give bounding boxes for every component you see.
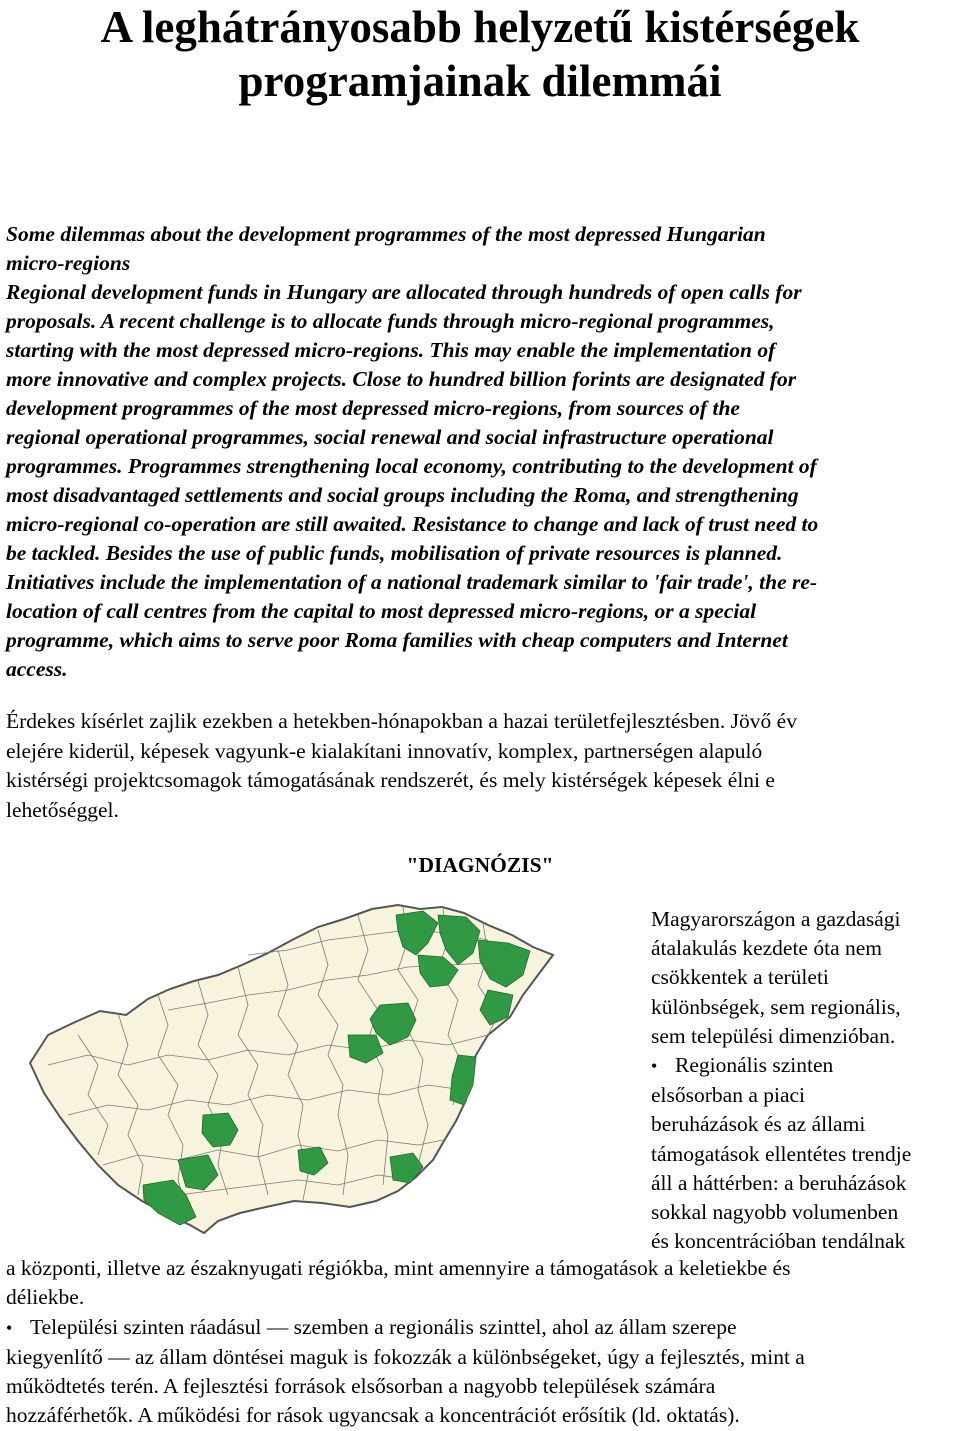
- side-bullet-line: Regionális szinten: [675, 1053, 834, 1078]
- side-line: átalakulás kezdete óta nem: [651, 936, 883, 961]
- abstract-line: Initiatives include the implementation of a national trademark similar to 'fair trade', the re-: [6, 570, 818, 594]
- abstract-line: be tackled. Besides the use of public funds, mobilisation of private resources is planned.: [6, 541, 783, 565]
- intro-line: lehetőséggel.: [6, 797, 119, 822]
- abstract-line: Some dilemmas about the development programmes of the most depressed Hungarian: [6, 222, 766, 246]
- side-line: különbségek, sem regionális,: [651, 994, 901, 1019]
- hungarian-intro-paragraph: [6, 707, 956, 825]
- title-line-2: programjainak dilemmái: [238, 56, 722, 106]
- side-bullet-line: beruházások és az állami: [651, 1112, 866, 1137]
- abstract-line: starting with the most depressed micro-regions. This may enable the implementation of: [6, 338, 776, 362]
- abstract-line: most disadvantaged settlements and social groups including the Roma, and strengthening: [6, 483, 799, 507]
- abstract-line: proposals. A recent challenge is to allocate funds through micro-regional programmes,: [6, 309, 775, 333]
- bottom-bullet-line: Települési szinten ráadásul — szemben a regionális szinttel, ahol az állam szerepe: [30, 1314, 737, 1339]
- side-bullet-line: áll a háttérben: a beruházások: [651, 1170, 907, 1195]
- intro-line: kistérségi projektcsomagok támogatásának rendszerét, és mely kistérségek képesek élni e: [6, 768, 775, 792]
- bottom-text: [6, 1254, 956, 1431]
- bottom-bullet-line: működtetés terén. A fejlesztési források elsősorban a nagyobb települések számára: [6, 1374, 716, 1399]
- side-bullet-line: sokkal nagyobb volumenben: [651, 1200, 899, 1225]
- hungary-microregions-map: [18, 895, 563, 1245]
- side-line: sem települési dimenzióban.: [651, 1023, 896, 1048]
- page-title: [0, 0, 960, 108]
- abstract-line: Regional development funds in Hungary are allocated through hundreds of open calls for: [6, 280, 802, 304]
- bottom-bullet-first-line: [6, 1313, 956, 1343]
- bottom-line: déliekbe.: [6, 1285, 85, 1310]
- intro-line: elejére kiderül, képesek vagyunk-e kialakítani innovatív, komplex, partnerségen alapuló: [6, 738, 763, 763]
- bullet-icon: •: [651, 1056, 658, 1077]
- side-bullet-line: elsősorban a piaci: [651, 1083, 806, 1108]
- bullet-icon: •: [6, 1317, 13, 1338]
- abstract-line: programmes. Programmes strengthening local economy, contributing to the development of: [6, 454, 817, 478]
- diagnosis-side-text: [651, 905, 960, 1256]
- bottom-bullet-line: kiegyenlítő — az állam döntései maguk is fokozzák a különbségeket, úgy a fejlesztés, mint a: [6, 1344, 805, 1369]
- abstract-line: location of call centres from the capital to most depressed micro-regions, or a special: [6, 599, 757, 623]
- bottom-line: a központi, illetve az északnyugati régiókba, mint amennyire a támogatások a keletiekbe és: [6, 1256, 791, 1280]
- section-heading-diagnozis: "DIAGNÓZIS": [406, 853, 554, 877]
- map-figure: [18, 895, 563, 1245]
- side-bullet-first-line: [651, 1051, 960, 1081]
- intro-line: Érdekes kísérlet zajlik ezekben a hetekben-hónapokban a hazai területfejlesztésben. Jövő év: [6, 709, 797, 733]
- side-bullet-line: támogatások ellentétes trendje: [651, 1141, 912, 1166]
- abstract-line: regional operational programmes, social renewal and social infrastructure operational: [6, 425, 774, 449]
- side-bullet-line: és koncentrációban tendálnak: [651, 1229, 906, 1254]
- abstract-line: micro-regional co-operation are still awaited. Resistance to change and lack of trust need to: [6, 512, 819, 536]
- abstract-line: micro-regions: [6, 251, 131, 275]
- abstract-line: programme, which aims to serve poor Roma families with cheap computers and Internet: [6, 628, 788, 652]
- abstract-line: access.: [6, 657, 68, 681]
- side-line: csökkentek a területi: [651, 965, 829, 990]
- english-abstract: [6, 220, 956, 684]
- side-line: Magyarországon a gazdasági: [651, 907, 901, 931]
- title-line-1: A leghátrányosabb helyzetű kistérségek: [100, 2, 860, 52]
- abstract-line: more innovative and complex projects. Close to hundred billion forints are designated for: [6, 367, 797, 391]
- abstract-line: development programmes of the most depressed micro-regions, from sources of the: [6, 396, 740, 420]
- bottom-bullet-line: hozzáférhetők. A működési for rások ugyancsak a koncentrációt erősítik (ld. oktatás).: [6, 1403, 740, 1428]
